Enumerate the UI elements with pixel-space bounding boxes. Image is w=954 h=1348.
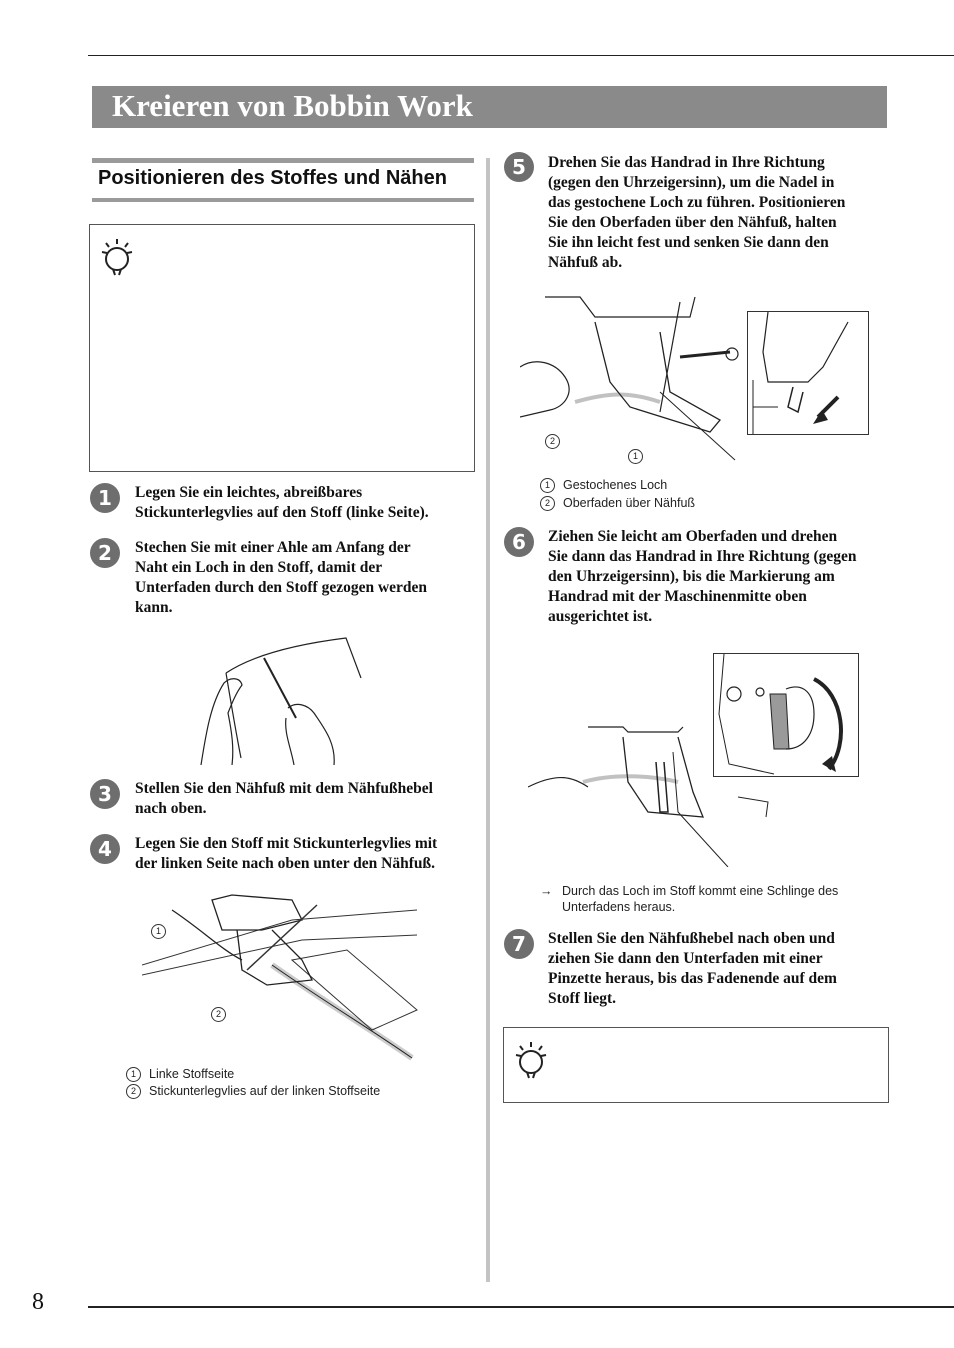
step-number-3: 3 [90,779,120,809]
awl-illustration [196,633,366,765]
step-text-1: Legen Sie ein leichtes, abreißbares Stickunterlegvlies auf den Stoff (linke Seite). [135,484,429,521]
step-text-4: Legen Sie den Stoff mit Stickunterlegvlies mit der linken Seite nach oben unter den Nähfuß. [135,835,438,872]
step-text-7: Stellen Sie den Nähfußhebel nach oben und ziehen Sie dann den Unterfaden mit einer Pinzette heraus, bis das Fadenende auf dem Stoff liegt. [548,930,837,1007]
section-heading [88,158,474,203]
figure4-legend-2: 2 Stickunterlegvlies auf der linken Stoffseite [126,1083,380,1100]
figure6-result-text: Durch das Loch im Stoff kommt eine Schlinge des Unterfadens heraus. [562,884,839,914]
presser-foot-fabric-illustration [142,890,422,1062]
figure5-callout-2: 2 [545,433,568,450]
page-title-bar [92,86,887,128]
section-heading-top-bar [92,158,474,163]
figure5-legend-1: 1 Gestochenes Loch [540,477,667,494]
page-title: Kreieren von Bobbin Work [112,88,473,123]
figure4-callout-2: 2 [211,1006,234,1023]
step-number-1: 1 [90,483,120,513]
lightbulb-note-icon [514,1040,548,1080]
figure6-result-arrow: → [540,884,553,898]
step-number-7: 7 [504,929,534,959]
note-box-bottom [503,1027,889,1103]
lightbulb-note-icon [100,237,134,277]
note-box-top [89,224,475,472]
presser-foot-lever-down-illustration [748,312,868,434]
figure5-legend-2: 2 Oberfaden über Nähfuß [540,495,695,512]
step-text-6: Ziehen Sie leicht am Oberfaden und drehen Sie dann das Handrad in Ihre Richtung (gegen den Uhrzeigersinn), bis die Markierung am Handrad mit der Maschinenmitte oben ausgerichtet ist. [548,528,857,625]
figure6-inset-frame [713,653,859,777]
top-rule [88,55,954,56]
handwheel-mark-illustration [714,654,858,776]
step-number-2: 2 [90,538,120,568]
step-number-6: 6 [504,527,534,557]
figure4-callout-1: 1 [151,923,174,940]
step-number-4: 4 [90,834,120,864]
figure4-legend-1: 1 Linke Stoffseite [126,1066,234,1083]
step-number-5: 5 [504,152,534,182]
step-text-3: Stellen Sie den Nähfuß mit dem Nähfußhebel nach oben. [135,780,433,817]
step-text-5: Drehen Sie das Handrad in Ihre Richtung (gegen den Uhrzeigersinn), um die Nadel in das gestochene Loch zu führen. Positionieren Sie den Oberfaden über den Nähfuß, halten Sie ihn leicht fest und senken Sie dann den Nähfuß ab. [548,154,846,271]
section-heading-bottom-bar [92,198,474,202]
figure5-callout-1: 1 [628,448,651,465]
section-heading-text: Positionieren des Stoffes und Nähen [98,167,447,189]
figure5-inset-frame [747,311,869,435]
column-divider [486,158,490,1282]
bottom-rule [88,1306,954,1308]
page-number: 8 [32,1289,44,1315]
step-text-2: Stechen Sie mit einer Ahle am Anfang der Naht ein Loch in den Stoff, damit der Unterfaden durch den Stoff gezogen werden kann. [135,539,428,616]
